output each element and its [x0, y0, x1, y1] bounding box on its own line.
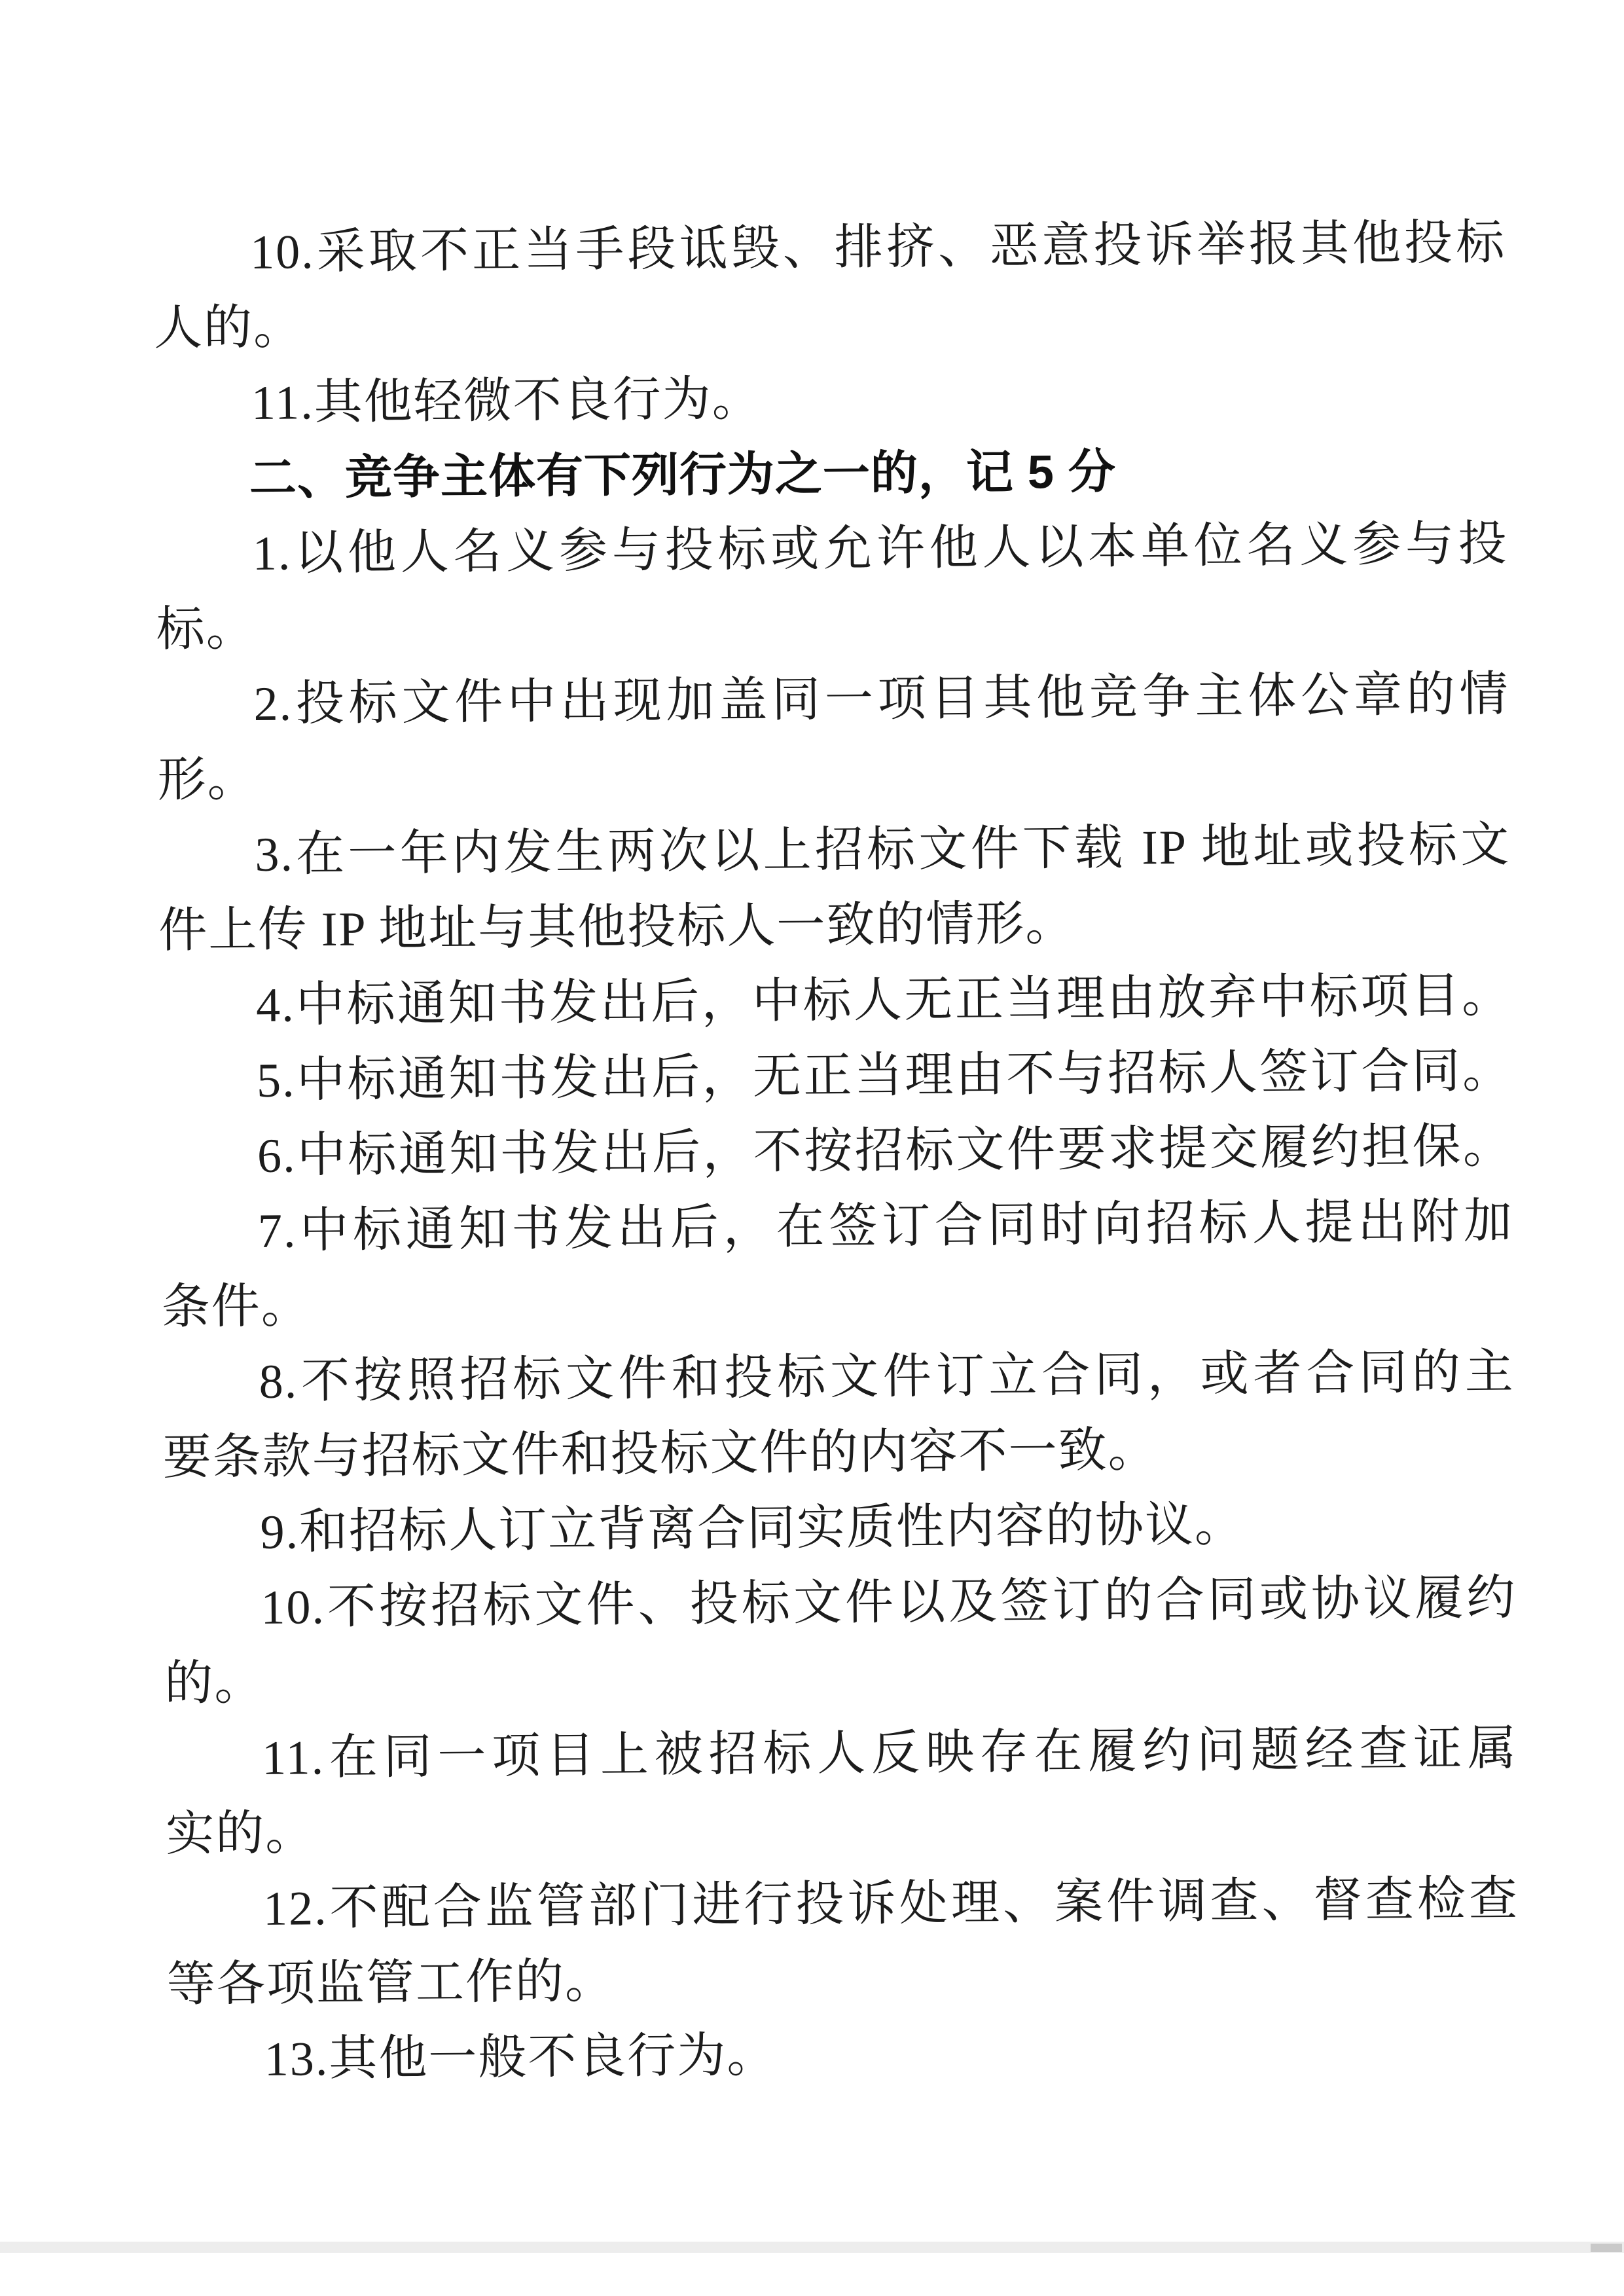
text-line: 要条款与招标文件和投标文件的内容不一致。	[162, 1423, 1158, 1485]
text-block	[153, 206, 1521, 2098]
text-line: 形。	[157, 752, 257, 808]
text-line: 条件。	[161, 1279, 312, 1335]
text-line: 11.在同一项目上被招标人反映存在履约问题经查证属	[261, 1721, 1518, 1785]
text-line: 件上传 IP 地址与其他投标人一致的情形。	[158, 897, 1075, 958]
text-line: 12.不配合监管部门进行投诉处理、案件调查、督查检查	[262, 1872, 1519, 1936]
text-line: 10.不按招标文件、投标文件以及签订的合同或协议履约	[261, 1571, 1517, 1635]
text-line: 4.中标通知书发出后，中标人无正当理由放弃中标项目。	[255, 968, 1512, 1032]
text-line: 2.投标文件中出现加盖同一项目其他竞争主体公章的情	[253, 667, 1509, 731]
text-line: 3.在一年内发生两次以上招标文件下载 IP 地址或投标文	[255, 818, 1511, 882]
text-line: 13.其他一般不良行为。	[264, 2028, 777, 2086]
text-line: 7.中标通知书发出后，在签订合同时向招标人提出附加	[257, 1194, 1514, 1258]
text-line: 的。	[164, 1656, 264, 1711]
text-line: 人的。	[153, 301, 304, 356]
text-line: 6.中标通知书发出后，不按招标文件要求提交履约担保。	[257, 1119, 1513, 1183]
text-line: 等各项监管工作的。	[166, 1954, 615, 2013]
section-heading: 二、竞争主体有下列行为之一的，记 5 分	[249, 445, 1117, 505]
text-line: 1.以他人名义参与投标或允许他人以本单位名义参与投	[252, 517, 1509, 581]
scan-artifact-mark	[1591, 2244, 1622, 2252]
text-line: 实的。	[165, 1806, 316, 1862]
text-line: 5.中标通知书发出后，无正当理由不与招标人签订合同。	[256, 1044, 1513, 1108]
text-line: 9.和招标人订立背离合同实质性内容的协议。	[260, 1498, 1245, 1559]
text-line: 8.不按照招标文件和投标文件订立合同，或者合同的主	[259, 1345, 1515, 1409]
text-line: 11.其他轻微不良行为。	[251, 372, 763, 430]
text-line: 标。	[156, 602, 257, 657]
text-line: 10.采取不正当手段诋毁、排挤、恶意投诉举报其他投标	[249, 215, 1506, 280]
scan-artifact-band	[0, 2242, 1624, 2253]
